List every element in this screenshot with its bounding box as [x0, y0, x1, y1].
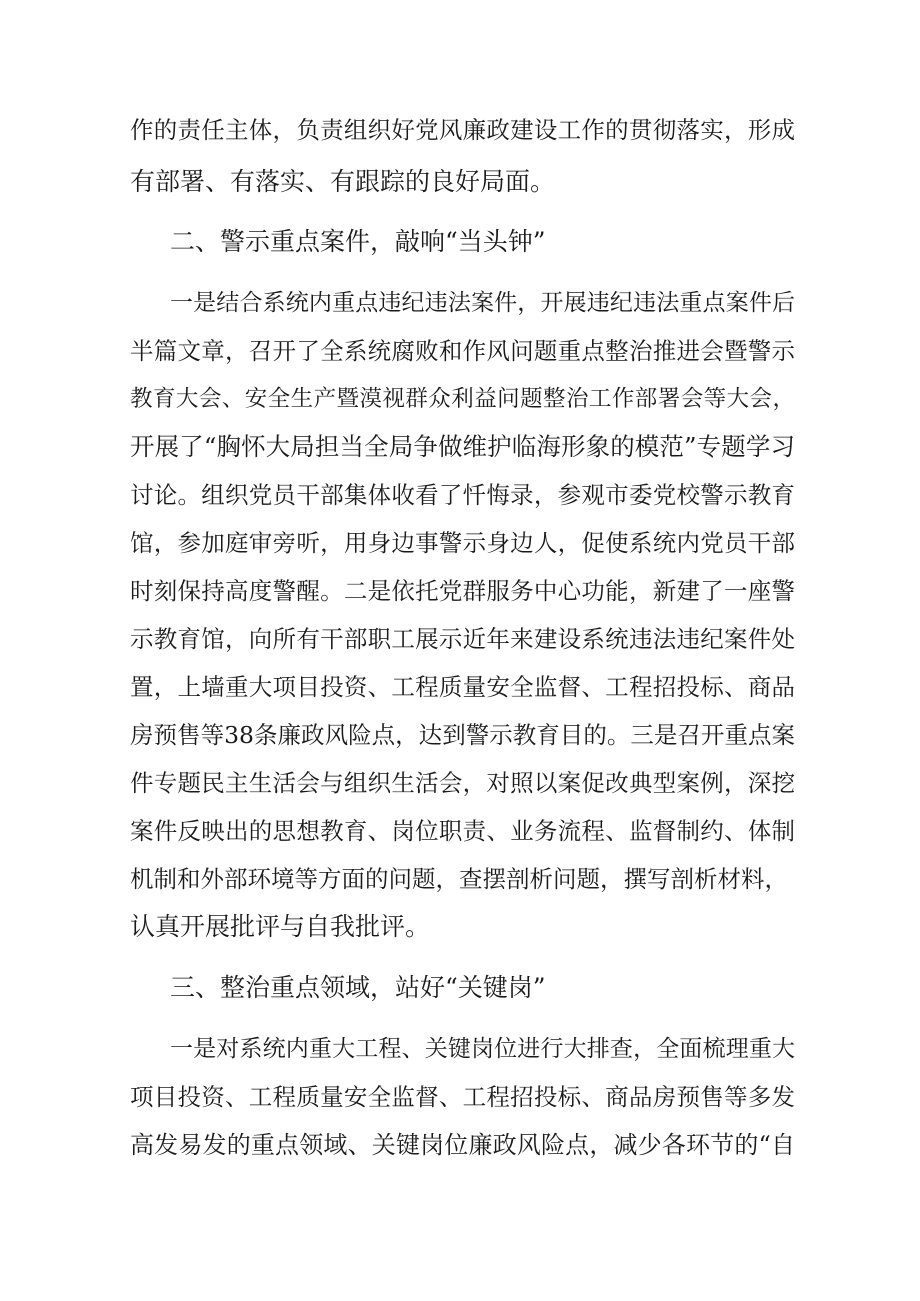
paragraph-line: 一是结合系统内重点违纪违法案件，开展违纪违法重点案件后: [170, 290, 795, 316]
paragraph-line: 机制和外部环境等方面的问题，查摆剖析问题，撰写剖析材料，: [130, 865, 788, 893]
paragraph-line: 件专题民主生活会与组织生活会，对照以案促改典型案例，深挖: [130, 769, 795, 797]
paragraph-line: 有部署、有落实、有跟踪的良好局面。: [130, 167, 556, 196]
paragraph-line: 案件反映出的思想教育、岗位职责、业务流程、监督制约、体制: [130, 817, 795, 845]
paragraph-line: 作的责任主体，负责组织好党风廉政建设工作的贯彻落实，形成: [130, 116, 795, 144]
paragraph-line: 开展了“胸怀大局担当全局争做维护临海形象的模范”专题学习: [130, 432, 795, 461]
paragraph-line: 示教育馆，向所有干部职工展示近年来建设系统违法违纪案件处: [130, 625, 795, 653]
paragraph-line: 时刻保持高度警醒。二是依托党群服务中心功能，新建了一座警: [130, 577, 795, 605]
paragraph-line: 馆，参加庭审旁听，用身边事警示身边人，促使系统内党员干部: [130, 529, 795, 557]
paragraph-line: 半篇文章，召开了全系统腐败和作风问题重点整治推进会暨警示: [130, 337, 795, 365]
paragraph-line: 讨论。组织党员干部集体收看了忏悔录，参观市委党校警示教育: [130, 481, 795, 509]
section-heading: 二、警示重点案件，敲响“当头钟”: [170, 227, 546, 256]
paragraph-line: 项目投资、工程质量安全监督、工程招投标、商品房预售等多发: [130, 1083, 795, 1111]
paragraph-line: 置，上墙重大项目投资、工程质量安全监督、工程招投标、商品: [130, 673, 795, 701]
paragraph-line: 认真开展批评与自我批评。: [130, 912, 431, 941]
paragraph-line: 教育大会、安全生产暨漠视群众利益问题整治工作部署会等大会，: [130, 386, 795, 412]
section-heading: 三、整治重点领域，站好“关键岗”: [170, 973, 546, 1002]
paragraph-line: 一是对系统内重大工程、关键岗位进行大排查，全面梳理重大: [170, 1036, 795, 1062]
paragraph-line: 高发易发的重点领域、关键岗位廉政风险点，减少各环节的“自: [130, 1131, 795, 1159]
paragraph-line: 房预售等38条廉政风险点，达到警示教育目的。三是召开重点案: [130, 721, 795, 749]
